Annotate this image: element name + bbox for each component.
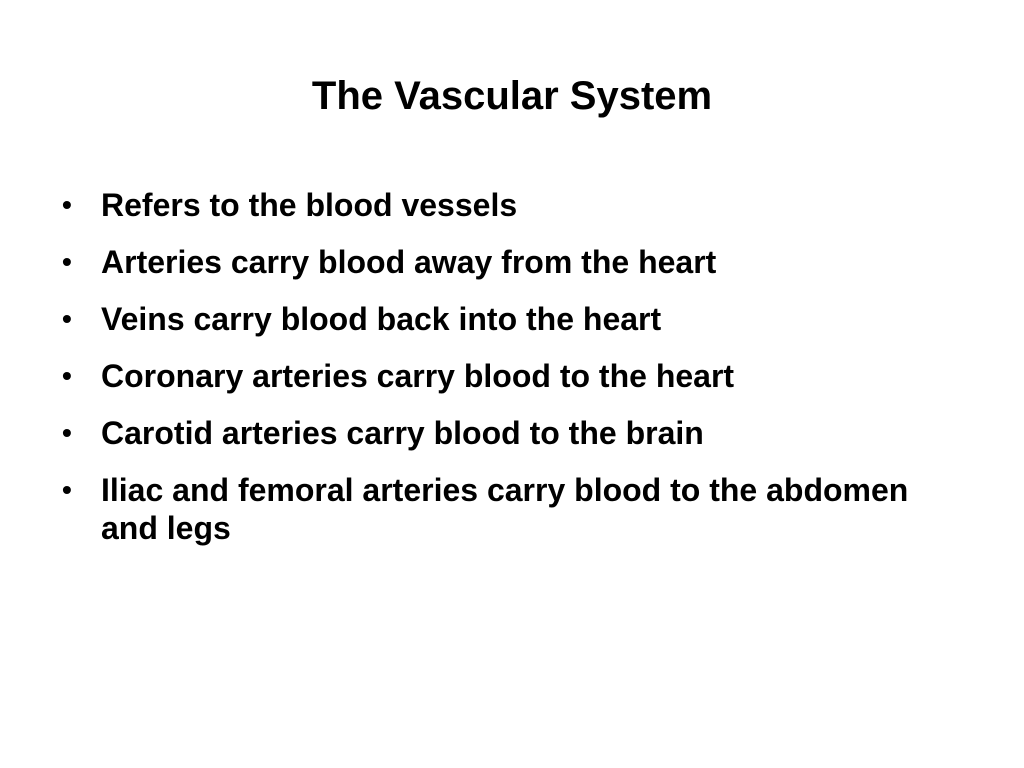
bullet-item — [58, 186, 958, 224]
bullet-item — [58, 300, 958, 338]
bullet-item — [58, 243, 958, 281]
bullet-item — [58, 471, 958, 547]
bullet-icon: • — [62, 246, 72, 277]
bullet-text: Carotid arteries carry blood to the brain — [101, 415, 704, 451]
bullet-item — [58, 357, 958, 395]
bullet-icon: • — [62, 360, 72, 391]
bullet-text: Arteries carry blood away from the heart — [101, 244, 717, 280]
bullet-list — [58, 186, 958, 566]
bullet-text: Refers to the blood vessels — [101, 187, 518, 223]
bullet-icon: • — [62, 189, 72, 220]
bullet-icon: • — [62, 303, 72, 334]
bullet-icon: • — [62, 417, 72, 448]
slide-title: The Vascular System — [311, 74, 713, 118]
bullet-icon: • — [62, 474, 72, 505]
bullet-item — [58, 414, 958, 452]
bullet-text: Veins carry blood back into the heart — [101, 301, 662, 337]
bullet-text: Coronary arteries carry blood to the heart — [101, 358, 735, 394]
bullet-text: Iliac and femoral arteries carry blood to the abdomen and legs — [101, 472, 909, 546]
